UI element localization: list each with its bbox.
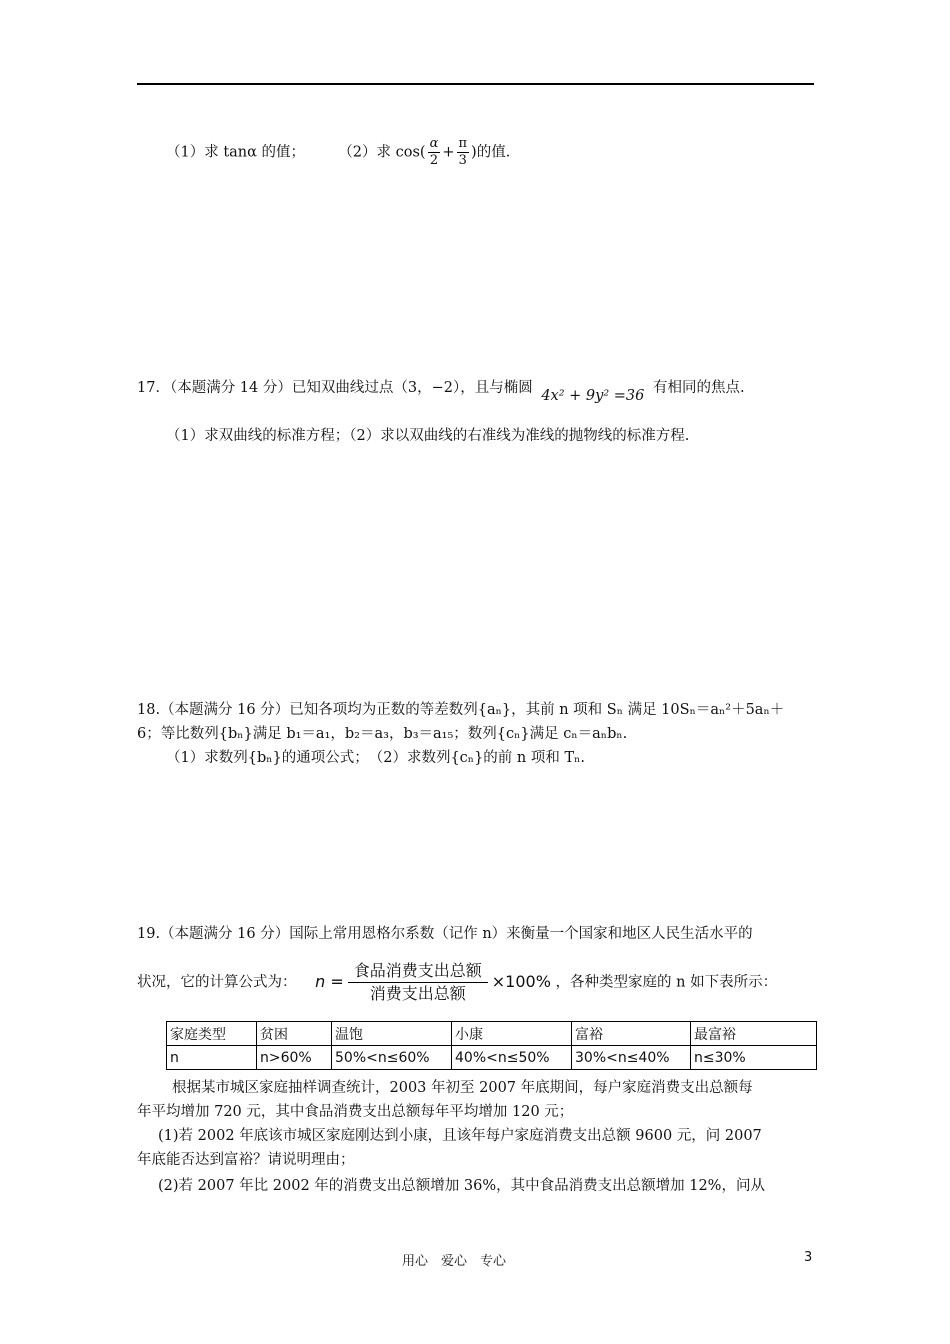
header-rule [137, 83, 814, 85]
table-cell: 50%<n≤60% [332, 1046, 452, 1070]
table-row [167, 1046, 817, 1070]
q16-part2-prefix: （2）求 cos( [338, 144, 426, 161]
q19-part2: (2)若 2007 年比 2002 年的消费支出总额增加 36%，其中食品消费支出总额增加 12%，问从 [158, 1178, 765, 1194]
q16-part2-suffix: )的值. [471, 144, 511, 161]
q19-para1b: 年平均增加 720 元，其中食品消费支出总额每年平均增加 120 元； [137, 1104, 574, 1120]
fraction-pi-over-3: $\frac{\pi}{3}$ [458, 136, 468, 168]
table-cell: 最富裕 [691, 1022, 817, 1046]
table-cell: 家庭类型 [167, 1022, 257, 1046]
table-cell: 温饱 [332, 1022, 452, 1046]
q17-line2: （1）求双曲线的标准方程；（2）求以双曲线的右准线为准线的抛物线的标准方程. [166, 428, 690, 444]
q16-part1: （1）求 tanα 的值； [166, 144, 306, 161]
table-cell: n≤30% [691, 1046, 817, 1070]
page-number: 3 [804, 1250, 813, 1265]
q16-parts [166, 136, 510, 169]
q19-line1: 19.（本题满分 16 分）国际上常用恩格尔系数（记作 n）来衡量一个国家和地区人民生活水平的 [137, 926, 753, 942]
plus-sign: + [442, 144, 455, 161]
q19-line2-suffix: ，各种类型家庭的 n 如下表所示： [555, 974, 778, 991]
q19-part1: (1)若 2002 年底该市城区家庭刚达到小康，且该年每户家庭消费支出总额 9600 元，问 2007 [158, 1128, 762, 1144]
formula-rhs: ×100% [491, 972, 551, 991]
table-cell: n>60% [257, 1046, 332, 1070]
q19-line2 [137, 960, 777, 1005]
q19-part1b: 年底能否达到富裕？请说明理由； [137, 1152, 355, 1168]
table-cell: 富裕 [572, 1022, 691, 1046]
q18-line3: （1）求数列{bₙ}的通项公式； （2）求数列{cₙ}的前 n 项和 Tₙ. [166, 750, 586, 766]
table-cell: 30%<n≤40% [572, 1046, 691, 1070]
q17-stem-end: 有相同的焦点. [652, 380, 745, 396]
table-cell: 40%<n≤50% [452, 1046, 572, 1070]
q18-line1: 18.（本题满分 16 分）已知各项均为正数的等差数列{aₙ}，其前 n 项和 Sₙ 满足 10Sₙ＝aₙ²＋5aₙ＋ [137, 702, 785, 718]
ellipse-equation: 4x² + 9y² =36 [541, 388, 645, 404]
footer-motto: 用心 爱心 专心 [402, 1254, 507, 1269]
formula-lhs: n = [315, 972, 344, 991]
engel-formula [315, 960, 551, 1005]
fraction-alpha-over-2: $\frac{\alpha}{2}$ [429, 136, 439, 168]
engel-table [166, 1021, 817, 1070]
table-cell: n [167, 1046, 257, 1070]
q17-stem: 17．（本题满分 14 分）已知双曲线过点（3，−2），且与椭圆 [137, 380, 533, 396]
q17-line1 [137, 378, 745, 404]
table-cell: 贫困 [257, 1022, 332, 1046]
table-header-row [167, 1022, 817, 1046]
q19-para1: 根据某市城区家庭抽样调查统计，2003 年初至 2007 年底期间，每户家庭消费支出总额每 [172, 1080, 753, 1096]
formula-fraction: $\frac{\text{食品消费支出总额}}{\text{消费支出总额}}$ [348, 960, 488, 1005]
q18-line2: 6；等比数列{bₙ}满足 b₁＝a₁，b₂＝a₃，b₃＝a₁₅；数列{cₙ}满足 cₙ＝aₙbₙ. [137, 726, 628, 742]
table-cell: 小康 [452, 1022, 572, 1046]
q19-line2-prefix: 状况，它的计算公式为： [137, 974, 297, 991]
